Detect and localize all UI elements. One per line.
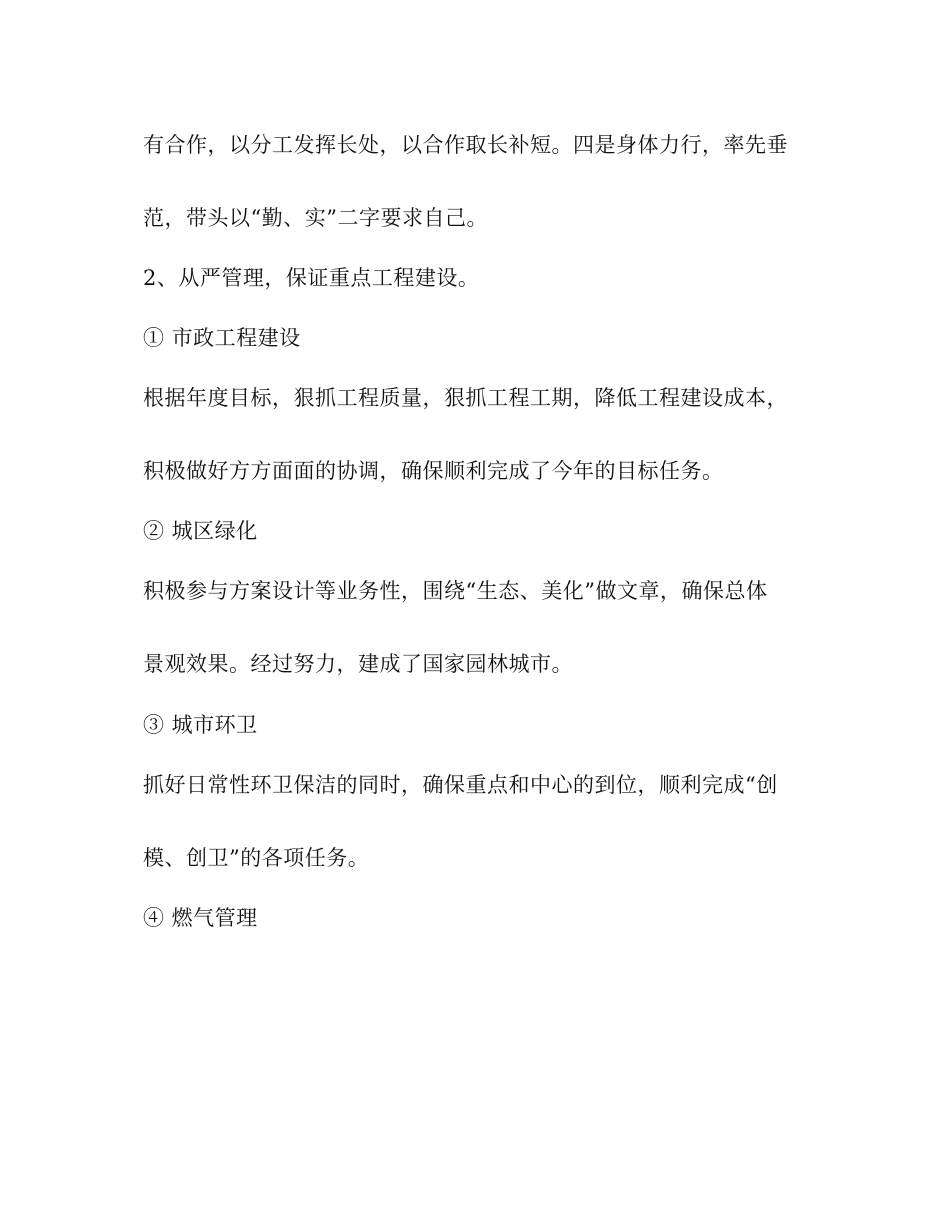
subsection-heading: ④ 燃气管理 <box>143 906 258 930</box>
paragraph-line: 积极做好方方面面的协调，确保顺利完成了今年的目标任务。 <box>143 459 724 483</box>
paragraph-line: 景观效果。经过努力，建成了国家园林城市。 <box>143 652 573 676</box>
subsection-heading: ② 城区绿化 <box>143 519 258 543</box>
subsection-heading: ③ 城市环卫 <box>143 713 258 737</box>
section-heading: 2、从严管理，保证重点工程建设。 <box>143 266 480 290</box>
paragraph-line: 有合作，以分工发挥长处，以合作取长补短。四是身体力行，率先垂 <box>143 133 788 157</box>
paragraph-line: 模、创卫”的各项任务。 <box>143 846 370 870</box>
subsection-heading: ① 市政工程建设 <box>143 326 301 350</box>
paragraph-line: 范，带头以“勤、实”二字要求自己。 <box>143 206 488 230</box>
paragraph-line: 积极参与方案设计等业务性，围绕“生态、美化”做文章，确保总体 <box>143 579 768 603</box>
paragraph-line: 抓好日常性环卫保洁的同时，确保重点和中心的到位，顺利完成“创 <box>143 773 778 797</box>
paragraph-line: 根据年度目标，狠抓工程质量，狠抓工程工期，降低工程建设成本， <box>143 386 788 410</box>
